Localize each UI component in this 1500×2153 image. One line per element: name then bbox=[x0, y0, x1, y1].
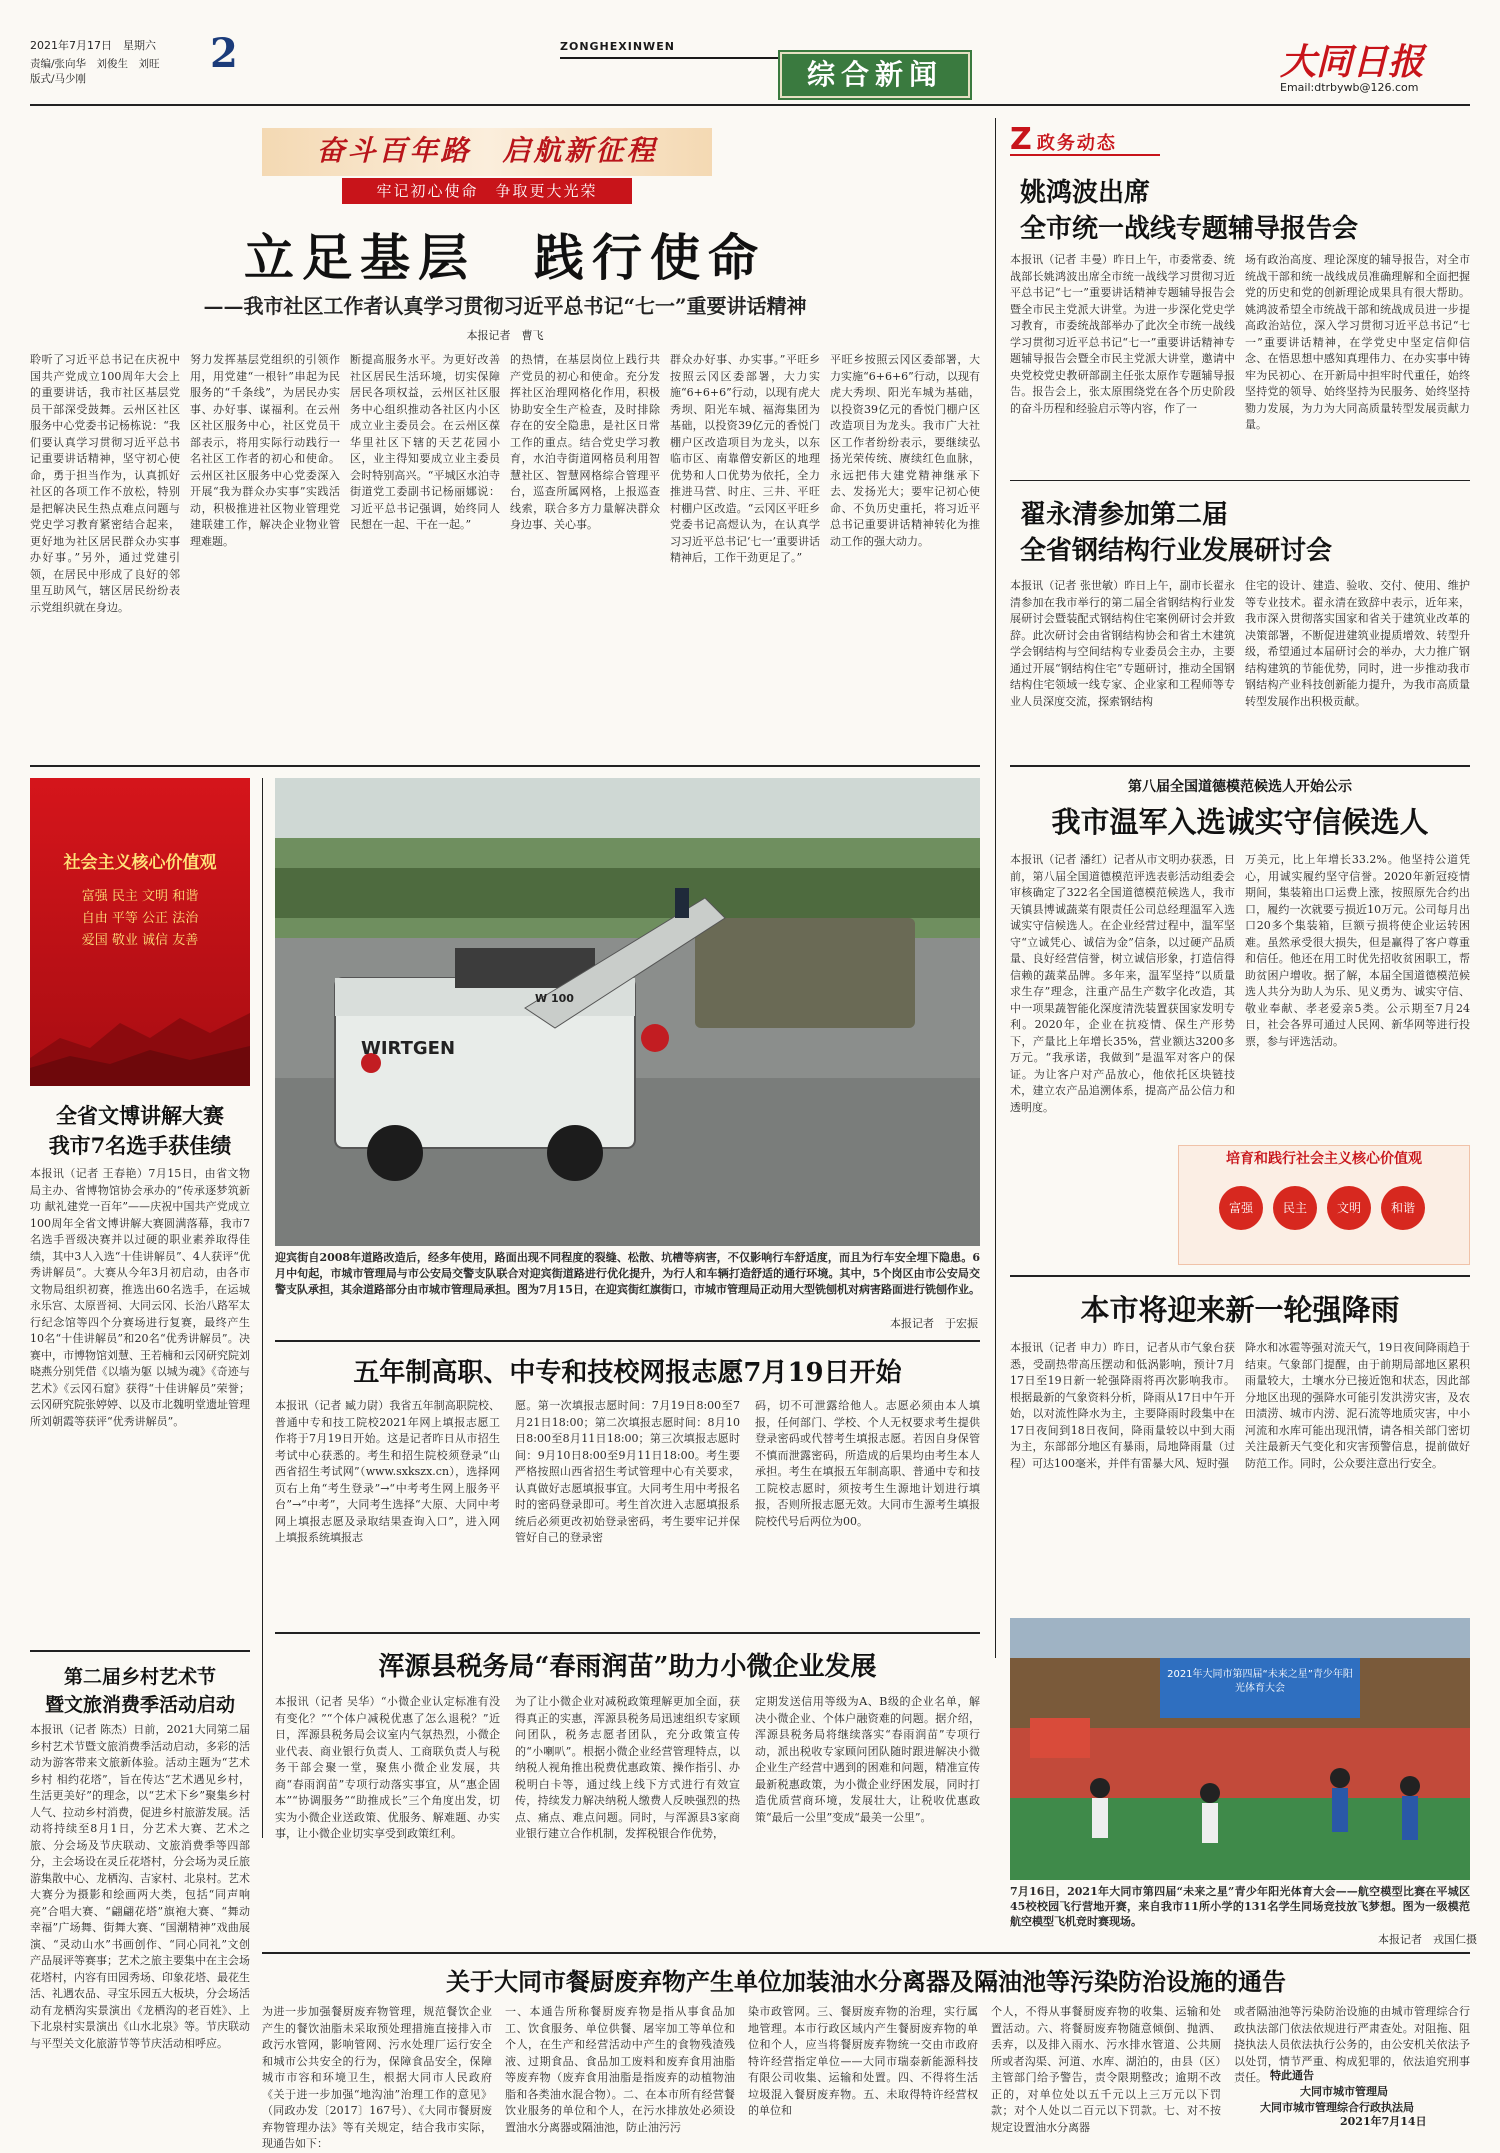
article2-rule bbox=[1010, 765, 1470, 767]
masthead-divider bbox=[30, 104, 1470, 106]
road-photo-credit: 本报记者 于宏振 bbox=[890, 1317, 978, 1330]
event-banner-text: 2021年大同市第四届“未来之星”青少年阳光体育大会 bbox=[1167, 1669, 1353, 1694]
road-work-photo bbox=[275, 778, 980, 1246]
rural-art-text: 本报讯（记者 陈杰）日前，2021大同第二届乡村艺术节暨文旅消费季活动启动，多彩的活动为游客带来文旅新体验。活动主题为“艺术乡村 相约花塔”，旨在传达“艺术遇见乡村，生活更美好”的理念，以“艺术下乡”聚集乡村人气、拉动乡村消费，促进乡村旅游发展。活动将持续至8月1日，分艺术大赛、艺术之旅、分会场及节庆联动、文旅消费季等四部分，主会场设在灵丘花塔村，分会场为灵丘旅游集散中心、龙栖沟、吉家村、北泉村。艺术大赛分为摄影和绘画两大类，包括“同声响亮”合唱大赛、“翩翩花塔”旗袍大赛、“舞动幸福”广场舞、街舞大赛、“国潮精神”戏曲展演、“灵动山水”书画创作、“同心同礼”文创产品展评等赛事；艺术之旅主要集中在主会场花塔村，内容有田园秀场、印象花塔、最花生活、礼遇农品、寻宝乐园五大板块，分会场活动有龙栖沟实景演出《龙栖沟的老百姓》、上下北泉村实景演出《山水北泉》等。节庆联动与平型关文化旅游节等节庆活动相呼应。 bbox=[30, 1723, 250, 2050]
notice-signer-2: 大同市城市管理综合行政执法局 bbox=[1260, 2101, 1414, 2114]
category-header bbox=[1010, 122, 1160, 156]
school-text-2: 愿。第一次填报志愿时间：7月19日8:00至7月21日18:00；第二次填报志愿时间：8月10日8:00至8月11日18:00；第三次填报志愿时间：9月10日8:00至9月11日18:00。考生要严格按照山西省招生考试管理中心有关要求，认真做好志愿填报事宜。大同考生用中考报名时的密码登录即可。考生首次进入志愿填报系统后必须更改初始登录密码，考生要牢记并保管好自己的登录密 bbox=[515, 1399, 740, 1544]
article2-text-2: 住宅的设计、建造、验收、交付、使用、维护等专业技术。翟永清在致辞中表示，近年来，我市深入贯彻落实国家和省关于建筑业改革的决策部署，不断促进建筑业提质增效、转型升级，希望通过本届研讨会的举办，大力推广钢结构建筑的节能优势，同时，进一步推动我市钢结构产业科技创新能力提升，为我市高质量转型发展作出积极贡献。 bbox=[1245, 579, 1470, 708]
lead-title: 立足基层 践行使命 bbox=[244, 228, 766, 287]
lecture-text: 本报讯（记者 王春艳）7月15日，由省文物局主办、省博物馆协会承办的“传承逐梦筑新功 献礼建党一百年”——庆祝中国共产党成立100周年全省文博讲解大赛圆满落幕，我市7名选手晋级决赛并以过硬的职业素养取得佳绩，其中3人入选“十佳讲解员”、4人获评“优秀讲解员”。大赛从今年3月初启动，由各市文物局组织初赛，推选出60名选手，在运城永乐宫、太原晋祠、大同云冈、长治八路军太行纪念馆等四个分赛场进行复赛，最终产生10名“十佳讲解员”和20名“优秀讲解员”。决赛中，市博物馆刘慧、王若楠和云冈研究院刘晓燕分别凭借《以墙为躯 以城为魂》《奇迹与艺术》《云冈石窟》获得“十佳讲解员”荣誉；云冈研究院张婷婷、以及市北魏明堂遗址管理所刘朝霞等获评“优秀讲解员”。 bbox=[30, 1167, 250, 1428]
morality-kicker: 第八届全国道德模范候选人开始公示 bbox=[1128, 779, 1352, 795]
value-badge: 富强 bbox=[1219, 1186, 1263, 1230]
category-label: 政务动态 bbox=[1036, 133, 1117, 154]
notice-title: 关于大同市餐厨废弃物产生单位加装油水分离器及隔油池等污染防治设施的通告 bbox=[446, 1967, 1286, 1996]
layout-editor: 版式/马少刚 bbox=[30, 73, 87, 85]
lead-column-1: 聆听了习近平总书记在庆祝中国共产党成立100周年大会上的重要讲话，我市社区基层党员干部深受鼓舞。云州区社区服务中心党委书记杨栋说：“我们要认真学习贯彻习近平总书记重要讲话精神，坚守初心使命，勇于担当作为，认真抓好社区的各项工作不放松，特别是把解决民生热点难点问题与党史学习教育紧密结合起来，更好地为社区居民群众办实事办好事。”另外，通过党建引领，在居民中形成了良好的邻里互助风气，辖区居民纷纷表示党组织就在身边。 bbox=[30, 353, 180, 614]
notice-text-2: 一、本通告所称餐厨废弃物是指从事食品加工、饮食服务、单位供餐、屠宰加工等单位和个人，在生产和经营活动中产生的食物残渣残液、过期食品、食品加工废料和废弃食用油脂等废弃物（废弃食用油脂是指废弃的动植物油脂和各类油水混合物）。二、在本市所有经营餐饮业服务的单位和个人，在污水排放处必须设置油水分离器或隔油池，防止油污污 bbox=[505, 2005, 735, 2134]
editors: 责编/张向华 刘俊生 刘旺 bbox=[30, 58, 160, 70]
morality-title: 我市温军入选诚实守信候选人 bbox=[1051, 805, 1429, 839]
article1-rule bbox=[1010, 480, 1470, 481]
photo-rule bbox=[275, 1340, 980, 1342]
lecture-title-1: 全省文博讲解大赛 bbox=[56, 1103, 224, 1128]
morality-rule bbox=[1010, 1275, 1470, 1277]
machine-brand: WIRTGEN bbox=[361, 1038, 456, 1059]
article1-text-1: 本报讯（记者 丰曼）昨日上午，市委常委、统战部长姚鸿波出席全市统一战线学习贯彻习近平总书记“七一”重要讲话精神专题辅导报告会暨全市民主党派大讲堂。为进一步深化党史学习教育，市委统战部举办了此次全市统一战线学习贯彻习近平总书记“七一”重要讲话精神专题辅导报告会暨全市民主党派大讲堂，邀请中央党校党史教研部副主任张太原作专题辅导报告。报告会上，张太原围绕党在各个历史阶段的奋斗历程和经验启示等内容，作了一 bbox=[1010, 253, 1235, 415]
lead-bottom-rule bbox=[30, 765, 980, 767]
left-ad-line-2: 自由 平等 公正 法治 bbox=[81, 911, 199, 926]
tax-text-3: 定期发送信用等级为A、B级的企业名单，解决小微企业、个体户融资难的问题。据介绍，浑源县税务局将继续落实“春雨润苗”专项行动，派出税收专家顾问团队随时跟进解决小微企业生产经营中遇到的困难和问题，精准宣传最新税惠政策，为小微企业纾困发展，同时打造优质营商环境，发展壮大，让税收优惠政策“最后一公里”变成“最美一公里”。 bbox=[755, 1695, 980, 1824]
contact-email: Email:dtrbywb@126.com bbox=[1280, 81, 1419, 94]
left-ad-line-3: 爱国 敬业 诚信 友善 bbox=[81, 933, 199, 948]
left-core-values-ad bbox=[30, 778, 250, 1086]
morality-text-2: 万美元，比上年增长33.2%。他坚持公道凭心，用诚实履约坚守信誉。2020年新冠疫情期间，集装箱出口运费上涨，按照原先合约出口，履约一次就要亏损近10万元。公司每月出口20多个集装箱，巨额亏损将使企业运转困难。虽然承受很大损失，但是赢得了客户尊重和信任。他还在用工时优先招收贫困职工，帮助贫困户增收。据了解，本届全国道德模范候选人共分为助人为乐、见义勇为、诚实守信、敬业奉献、孝老爱亲5类。公示期至7月24日，社会各界可通过人民网、新华网等进行投票，参与评选活动。 bbox=[1245, 853, 1470, 1048]
banner-subtitle: 牢记初心使命 争取更大光荣 bbox=[376, 182, 598, 200]
notice-signer-1: 大同市城市管理局 bbox=[1300, 2085, 1388, 2098]
left-column-divider bbox=[262, 778, 263, 1838]
newspaper-logo: 大同日报 bbox=[1280, 41, 1425, 83]
core-values-ad-title: 培育和践行社会主义核心价值观 bbox=[1226, 1151, 1422, 1167]
left-ad-title: 社会主义核心价值观 bbox=[63, 853, 217, 873]
machine-model: W 100 bbox=[535, 992, 574, 1005]
aviation-photo-caption: 7月16日，2021年大同市第四届“未来之星”青少年阳光体育大会——航空模型比赛在平城区45校校园飞行营地开赛，来自我市11所小学的131名学生同场竞技放飞梦想。图为一级模范航空模型飞机竞时赛现场。 bbox=[1010, 1885, 1470, 1928]
article1-title-1: 姚鸿波出席 bbox=[1020, 178, 1151, 208]
sports-field-graphic bbox=[1010, 1618, 1470, 1880]
article1-text-2: 场有政治高度、理论深度的辅导报告，对全市统战干部和统一战线成员准确理解和全面把握党的历史和党的创新理论成果具有很大帮助。姚鸿波希望全市统战干部和统战成员进一步提高政治站位，深入学习贯彻习近平总书记“七一”重要讲话精神，在学党史中坚定信仰信念、在悟思想中感知真理伟力、在办实事中铸牢为民初心、在开新局中担牢时代重任，始终坚持党的领导、始终坚持为民服务、始终坚持勠力发展，为力为大同高质量转型发展贡献力量。 bbox=[1245, 253, 1470, 431]
school-rule bbox=[275, 1632, 980, 1634]
banner-title: 奋斗百年路 启航新征程 bbox=[316, 134, 658, 167]
notice-date: 2021年7月14日 bbox=[1340, 2115, 1427, 2128]
lead-column-2: 努力发挥基层党组织的引领作用，用党建“一根针”串起为民服务的“千条线”，为居民办实事、办好事、谋福利。在云州区社区服务中心，社区党员干部表示，将用实际行动践行一名社区工作者的初心和使命。云州区社区服务中心党委深入开展“我为群众办实事”实践活动，积极推进社区物业管理党建联建工作，解决企业物业管理难题。 bbox=[190, 353, 340, 548]
lecture-rule bbox=[30, 1650, 250, 1652]
page-number: 2 bbox=[210, 30, 238, 77]
school-title: 五年制高职、中专和技校网报志愿7月19日开始 bbox=[353, 1358, 902, 1388]
lecture-title-2: 我市7名选手获佳绩 bbox=[48, 1133, 232, 1158]
rural-art-title-1: 第二届乡村艺术节 bbox=[63, 1666, 216, 1688]
weather-title: 本市将迎来新一轮强降雨 bbox=[1080, 1293, 1400, 1327]
value-badge: 文明 bbox=[1327, 1186, 1371, 1230]
lead-column-6: 平旺乡按照云冈区委部署，大力实施“6+6+6”行动，以现有虎大秀坝、阳光车城为基础，以投资39亿元的香悦门棚户区改造项目为龙头。我市广大社区工作者纷纷表示，要继续弘扬光荣传统、赓续红色血脉，永远把伟大建党精神继承下去、发扬光大；要牢记初心使命、不负历史重托，将习近平总书记重要讲话精神转化为推动工作的强大动力。 bbox=[830, 353, 980, 548]
notice-top-rule bbox=[262, 1952, 1470, 1954]
school-text-1: 本报讯（记者 臧力尉）我省五年制高职院校、普通中专和技工院校2021年网上填报志愿工作将于7月19日开始。这是记者昨日从市招生考试中心获悉的。考生和招生院校须登录“山西省招生考试网”（www.sxkszx.cn），选择网页右上角“考生登录”→“中考考生网上服务平台”→“中考”，大同考生选择“大原、大同中考网上填报志愿及录取结果查询入口”，进入网上填报系统填报志 bbox=[275, 1399, 500, 1544]
left-ad-line-1: 富强 民主 文明 和谐 bbox=[81, 889, 199, 904]
category-mark: Z bbox=[1010, 122, 1032, 157]
lead-subtitle: ——我市社区工作者认真学习贯彻习近平总书记“七一”重要讲话精神 bbox=[203, 294, 807, 318]
section-label: 综合新闻 bbox=[806, 58, 943, 91]
article2-text-1: 本报讯（记者 张世敏）昨日上午，副市长翟永清参加在我市举行的第二届全省钢结构行业发展研讨会暨装配式钢结构住宅案例研讨会并致辞。此次研讨会由省钢结构协会和省土木建筑学会钢结构与空间结构专业委员会主办，主要通过开展“钢结构住宅”专题研讨，推动全国钢结构住宅领域一线专家、企业家和工程师等专业人员深度交流，探索钢结构 bbox=[1010, 579, 1235, 708]
value-badge: 民主 bbox=[1273, 1186, 1317, 1230]
lead-byline: 本报记者 曹飞 bbox=[466, 329, 544, 342]
lead-column-3: 断提高服务水平。为更好改善社区居民生活环境，切实保障居民各项权益，云州区社区服务中心组织推动各社区内小区成立业主委员会。在云州区葆华里社区下辖的天艺花园小区，业主得知要成立业主委员会时特别高兴。“平城区水泊寺街道党工委副书记杨丽娜说：习近平总书记强调，始终同人民想在一起、干在一起。” bbox=[350, 353, 500, 531]
lead-column-5: 群众办好事、办实事。”平旺乡按照云冈区委部署，大力实施“6+6+6”行动，以现有虎大秀坝、阳光车城、福海集团为基础，以投资39亿元的香悦门棚户区改造项目为龙头，以东临市区、南靠僧安新区的地理优势和人口优势为依托，全力推进马营、时庄、三井、平旺村棚户区改造。“云冈区平旺乡党委书记高煜认为，在认真学习习近平总书记‘七一’重要讲话精神后，工作干劲更足了。” bbox=[670, 353, 820, 564]
morality-text-1: 本报讯（记者 潘红）记者从市文明办获悉，日前，第八届全国道德模范评选表彰活动组委会审核确定了322名全国道德模范候选人，我市天镇县博诚蔬菜有限责任公司总经理温军入选诚实守信候选人。在企业经营过程中，温军坚守“立诚凭心、诚信为金”信条，以过硬产品质量、良好经营信誉，树立诚信形象，打造信得信赖的蔬菜品牌。多年来，温军坚持“以质量求生存”理念，注重产品生产数字化改造，其中一项果蔬智能化深度清洗装置获国家发明专利。2020年，企业在抗疫情、保生产形势下，产量比上年增长35%，营业额达3200多万元。“我承诺，我做到”是温军对客户的保证。为让客户对产品放心，他依托区块链技术，建立农产品追溯体系，提高产品公信力和透明度。 bbox=[1010, 853, 1235, 1114]
section-pinyin: ZONGHEXINWEN bbox=[560, 40, 675, 53]
road-scene-graphic bbox=[275, 778, 980, 1246]
notice-closing: 特此通告 bbox=[1270, 2069, 1314, 2082]
notice-text-1: 为进一步加强餐厨废弃物管理，规范餐饮企业产生的餐饮油脂未采取预处理措施直接排入市政污水管网，影响管网、污水处理厂运行安全和城市公共安全的行为，保障食品安全，保障城市市容和环境卫生，根据大同市人民政府《关于进一步加强“地沟油”治理工作的意见》（同政办发〔2017〕167号）、《大同市餐厨废弃物管理办法》等有关规定，结合我市实际，现通告如下： bbox=[262, 2005, 492, 2150]
right-column-divider bbox=[995, 118, 996, 1658]
tax-title: 浑源县税务局“春雨润苗”助力小微企业发展 bbox=[378, 1652, 877, 1682]
tax-text-2: 为了让小微企业对减税政策理解更加全面，获得真正的实惠，浑源县税务局迅速组织专家顾问团队，税务志愿者团队，充分政策宣传的“小喇叭”。根据小微企业经营管理特点，以纳税人视角推出税费优惠政策、操作指引、办税明白卡等，通过线上线下方式进行有效宣传，持续发力解决纳税人缴费人反映强烈的热点、痛点、难点问题。同时，与浑源县3家商业银行建立合作机制，发挥税银合作优势， bbox=[515, 1695, 740, 1840]
aviation-photo-credit: 本报记者 戎国仁摄 bbox=[1378, 1933, 1477, 1946]
aviation-contest-photo bbox=[1010, 1618, 1470, 1880]
banner-box bbox=[262, 128, 712, 176]
core-values-ad bbox=[1178, 1145, 1470, 1265]
banner-sub-box bbox=[342, 178, 632, 204]
great-wall-graphic bbox=[30, 978, 250, 1086]
school-text-3: 码，切不可泄露给他人。志愿必须由本人填报，任何部门、学校、个人无权要求考生提供登录密码或代替考生填报志愿。若因自身保管不慎而泄露密码，所造成的后果均由考生本人承担。考生在填报五年制高职、普通中专和技工院校志愿时，须按考生生源地计划进行填报，否则所报志愿无效。大同市生源考生填报院校代号后两位为00。 bbox=[755, 1399, 980, 1528]
weather-text-1: 本报讯（记者 申力）昨日，记者从市气象台获悉，受副热带高压摆动和低涡影响，预计7月17日至19日新一轮强降雨将再次影响我市。根据最新的气象资料分析，降雨从17日中午开始，以对流性降水为主，主要降雨时段集中在17日夜间到18日夜间，降雨量较以中到大雨为主，东部部分地区有暴雨，局地降雨量（过程）可达100毫米，并伴有雷暴大风、短时强 bbox=[1010, 1341, 1235, 1470]
notice-text-5: 或者隔油池等污染防治设施的由城市管理综合行政执法部门依法依规进行严肃查处。对阻拖、阻挠执法人员依法执行公务的，由公安机关依法予以处罚，情节严重、构成犯罪的，依法追究刑事责任。 bbox=[1234, 2005, 1470, 2084]
road-photo-caption: 迎宾街自2008年道路改造后，经多年使用，路面出现不同程度的裂缝、松散、坑槽等病害，不仅影响行车舒适度，而且为行车安全埋下隐患。6月中旬起，市城市管理局与市公安局交警支队联合对迎宾街道路进行优化提升，为行人和车辆打造舒适的通行环境。其中，5个岗区由市公安局交警支队承担，其余道路部分由市城市管理局承担。图为7月15日，在迎宾街红旗街口，市城市管理局正动用大型铣刨机对病害路面进行铣刨作业。 bbox=[275, 1251, 980, 1296]
tax-text-1: 本报讯（记者 吴华）“小微企业认定标准有没有变化？”“个体户减税优惠了怎么退税？”近日，浑源县税务局会议室内气氛热烈，小微企业代表、商业银行负责人、工商联负责人与税务干部会聚一堂，聚焦小微企业发展，共商“春雨润苗”专项行动落实事宜，从“惠企固本”“协调服务”“助推成长”三个角度出发，切实为小微企业送政策、优服务、解难题、办实事，让小微企业切实享受到政策红利。 bbox=[275, 1695, 500, 1840]
weather-text-2: 降水和冰雹等强对流天气，19日夜间降雨趋于结束。气象部门提醒，由于前期局部地区累积雨量较大，土壤水分已接近饱和状态，因此部分地区出现的强降水可能引发洪涝灾害，及农田渍涝、城市内涝、泥石流等地质灾害，中小河流和水库可能出现汛情，请各相关部门密切关注最新天气变化和灾害预警信息，提前做好防范工作。同时，公众要注意出行安全。 bbox=[1245, 1341, 1470, 1470]
notice-text-4: 个人，不得从事餐厨废弃物的收集、运输和处置活动。六、将餐厨废弃物随意倾倒、抛洒、丢弃，以及排入雨水、污水排水管道、公共厕所或者沟渠、河道、水库、湖泊的，由县（区）主管部门给予警告，责令限期整改；逾期不改正的，对单位处以五千元以上三万元以下罚款；对个人处以二百元以下罚款。七、对不按规定设置油水分离器 bbox=[991, 2005, 1221, 2134]
value-badge: 和谐 bbox=[1381, 1186, 1425, 1230]
article2-title-2: 全省钢结构行业发展研讨会 bbox=[1020, 536, 1333, 566]
notice-text-3: 染市政管网。三、餐厨废弃物的治理，实行属地管理。本市行政区域内产生餐厨废弃物的单位和个人，应当将餐厨废弃物统一交由市政府特许经营指定单位——大同市瑞泰新能源科技有限公司收集、运输和处置。四、不得将生活垃圾混入餐厨废弃物。五、未取得特许经营权的单位和 bbox=[748, 2005, 978, 2117]
section-tag bbox=[780, 52, 970, 98]
issue-date: 2021年7月17日 星期六 bbox=[30, 39, 156, 52]
article2-title-1: 翟永清参加第二届 bbox=[1020, 500, 1229, 530]
rural-art-title-2: 暨文旅消费季活动启动 bbox=[44, 1694, 235, 1716]
lead-column-4: 的热情，在基层岗位上践行共产党员的初心和使命。充分发挥社区治理网格化作用，积极协助安全生产检查，及时排除存在的安全隐患，是社区日常工作的重点。结合党史学习教育，水泊寺街道网格员利用智慧社区、智慧网格综合管理平台，巡查所属网格，上报巡查线索，联合多方力量解决群众身边事、关心事。 bbox=[510, 353, 660, 531]
article1-title-2: 全市统一战线专题辅导报告会 bbox=[1020, 214, 1359, 244]
